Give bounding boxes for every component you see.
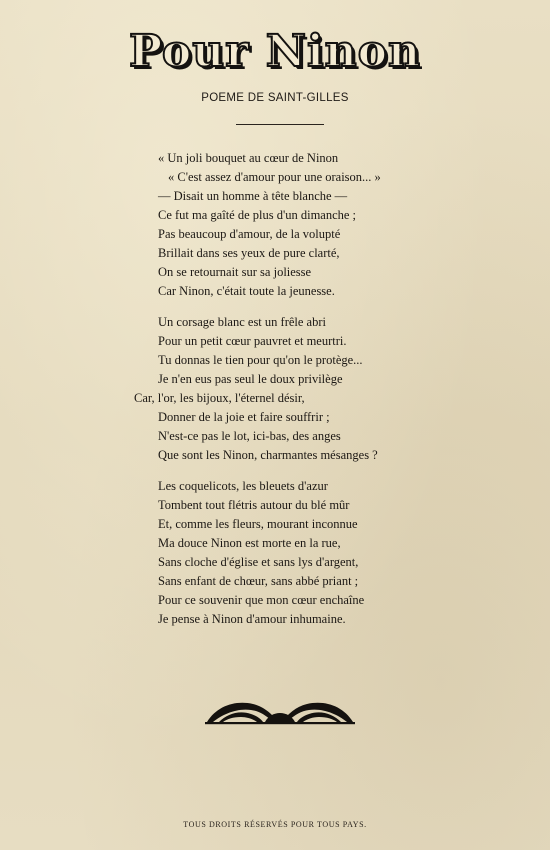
poem-line: Les coquelicots, les bleuets d'azur <box>158 479 328 493</box>
poem-line: Je pense à Ninon d'amour inhumaine. <box>158 612 346 626</box>
poem-line: Donner de la joie et faire souffrir ; <box>158 410 330 424</box>
poem-line: Car, l'or, les bijoux, l'éternel désir, <box>134 391 305 405</box>
poem-line: « C'est assez d'amour pour une oraison... » <box>168 170 381 184</box>
poem-line: Pour un petit cœur pauvret et meurtri. <box>158 334 347 348</box>
poem-line: Pas beaucoup d'amour, de la volupté <box>158 227 341 241</box>
poem-line: N'est-ce pas le lot, ici-bas, des anges <box>158 429 341 443</box>
poem-line: Brillait dans ses yeux de pure clarté, <box>158 246 340 260</box>
poem-title: Pour Ninon <box>128 26 421 77</box>
poem-line: Je n'en eus pas seul le doux privilège <box>158 372 343 386</box>
poem-line: Pour ce souvenir que mon cœur enchaîne <box>158 593 365 607</box>
poem-line: On se retournait sur sa joliesse <box>158 265 312 279</box>
poem-line: Un corsage blanc est un frêle abri <box>158 315 326 329</box>
poem-line: Car Ninon, c'était toute la jeunesse. <box>158 284 335 298</box>
poem-line: Tombent tout flétris autour du blé mûr <box>158 498 350 512</box>
poem-line: « Un joli bouquet au cœur de Ninon <box>158 151 339 165</box>
poem-line: Sans enfant de chœur, sans abbé priant ; <box>158 574 359 588</box>
scroll-ornament-icon <box>205 696 355 726</box>
copyright-footer: TOUS DROITS RÉSERVÉS POUR TOUS PAYS. <box>183 820 367 829</box>
poem-line: Ce fut ma gaîté de plus d'un dimanche ; <box>158 208 357 222</box>
poem-line: — Disait un homme à tête blanche — <box>158 189 348 203</box>
poem-line: Sans cloche d'église et sans lys d'argent, <box>158 555 359 569</box>
poem-line: Ma douce Ninon est morte en la rue, <box>158 536 341 550</box>
poem-line: Tu donnas le tien pour qu'on le protège... <box>158 353 363 367</box>
poem-line: Que sont les Ninon, charmantes mésanges ? <box>158 448 378 462</box>
poem-subtitle: POEME DE SAINT-GILLES <box>201 92 349 104</box>
title-divider <box>236 124 324 125</box>
poem-line: Et, comme les fleurs, mourant inconnue <box>158 517 358 531</box>
